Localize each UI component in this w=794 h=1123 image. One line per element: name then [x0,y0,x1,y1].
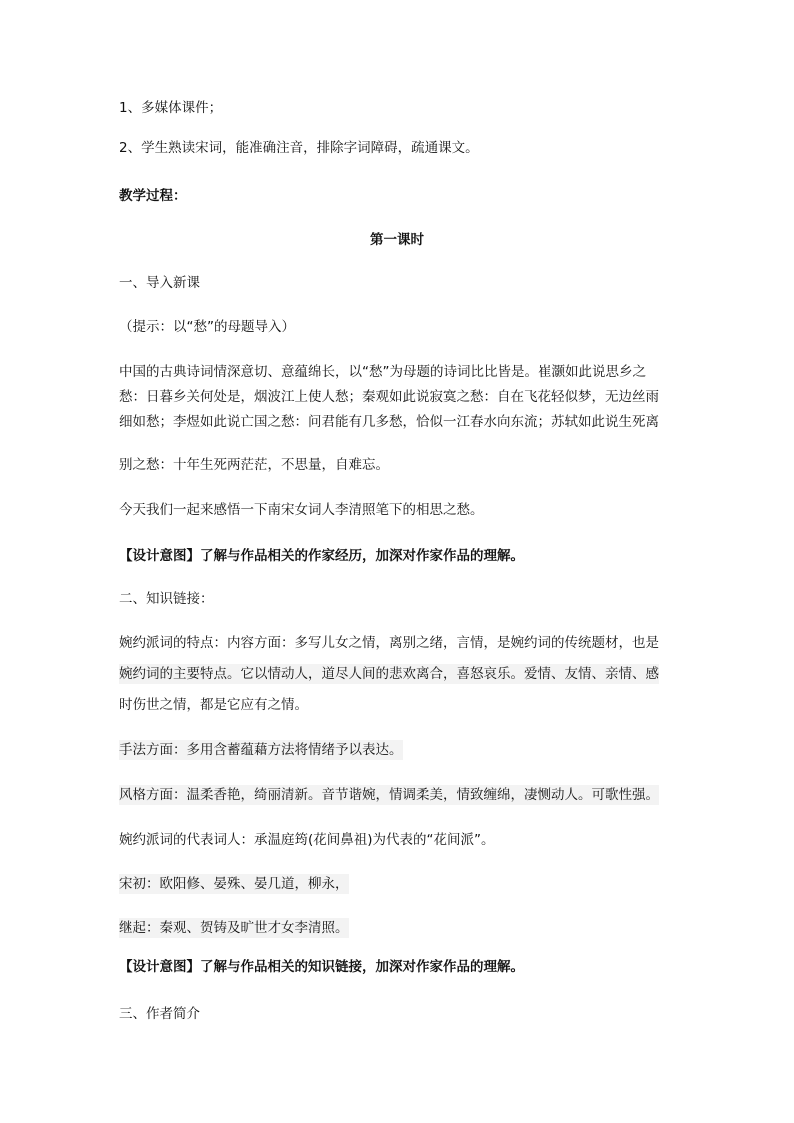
section1-para-line-4: 别之愁：十年生死两茫茫，不思量，自难忘。 [119,457,389,473]
section2-design-intent: 【设计意图】了解与作品相关的知识链接，加深对作家作品的理解。 [119,959,524,975]
process-heading: 教学过程： [119,188,187,204]
section2-technique: 手法方面：多用含蓄蕴藉方法将情绪予以表达。 [119,742,403,758]
lesson-title: 第一课时 [370,232,424,248]
materials-item-1: 1、多媒体课件； [119,100,223,116]
section1-para-line-3: 细如愁；李煜如此说亡国之愁：问君能有几多愁，恰似一江春水向东流；苏轼如此说生死离 [119,414,659,430]
section2-later: 继起：秦观、贺铸及旷世才女李清照。 [119,920,349,936]
section3-heading: 三、作者简介 [119,1006,200,1022]
section2-heading: 二、知识链接： [119,591,214,607]
section2-para-line-2: 婉约词的主要特点。它以情动人，道尽人间的悲欢离合，喜怒哀乐。爱情、友情、亲情、感 [119,666,659,682]
section2-para-line-3: 时伤世之情，都是它应有之情。 [119,697,308,713]
section1-closing: 今天我们一起来感悟一下南宋女词人李清照笔下的相思之愁。 [119,502,484,518]
section1-para-line-1: 中国的古典诗词情深意切、意蕴绵长，以“愁”为母题的诗词比比皆是。崔灏如此说思乡之 [119,364,646,380]
section1-design-intent: 【设计意图】了解与作品相关的作家经历，加深对作家作品的理解。 [119,548,524,564]
section2-poets: 婉约派词的代表词人：承温庭筠(花间鼻祖)为代表的“花间派”。 [119,832,495,848]
section2-early: 宋初：欧阳修、晏殊、晏几道，柳永， [119,876,349,892]
section1-hint: （提示：以“愁”的母题导入） [119,319,295,335]
section2-para-line-1: 婉约派词的特点：内容方面：多写儿女之情，离别之绪，言情，是婉约词的传统题材，也是 [119,635,659,651]
section1-para-line-2: 愁：日暮乡关何处是，烟波江上使人愁；秦观如此说寂寞之愁：自在飞花轻似梦，无边丝雨 [119,389,659,405]
materials-item-2: 2、学生熟读宋词，能准确注音，排除字词障碍，疏通课文。 [119,140,479,156]
section2-style: 风格方面：温柔香艳，绮丽清新。音节谐婉，情调柔美，情致缠绵，凄恻动人。可歌性强。 [119,787,659,803]
section1-heading: 一、导入新课 [119,275,200,291]
